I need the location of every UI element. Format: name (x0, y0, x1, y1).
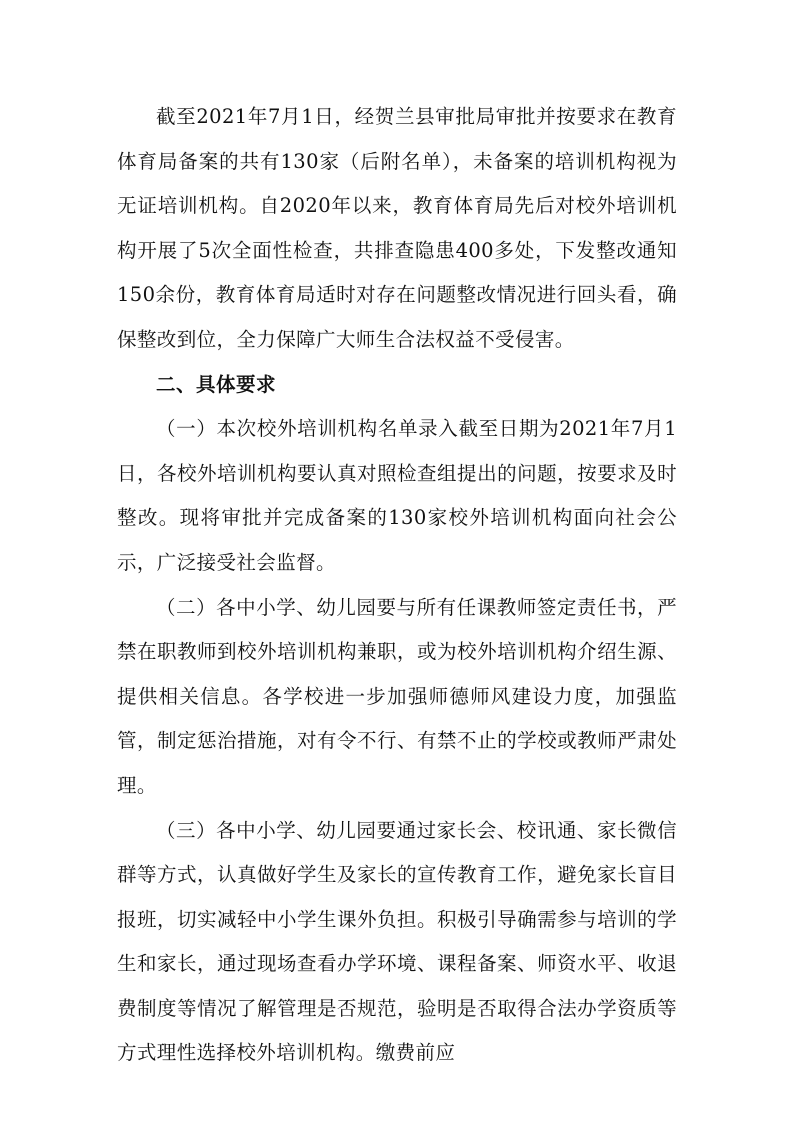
paragraph-requirement-2: （二）各中小学、幼儿园要与所有任课教师签定责任书，严禁在职教师到校外培训机构兼职，或为校外培训机构介绍生源、提供相关信息。各学校进一步加强师德师风建设力度，加强监管，制定惩治措施，对有令不行、有禁不止的学校或教师严肃处理。 (117, 595, 677, 797)
paragraph-registration-summary: 截至2021年7月1日，经贺兰县审批局审批并按要求在教育体育局备案的共有130家（后附名单），未备案的培训机构视为无证培训机构。自2020年以来，教育体育局先后对校外培训机构开展了5次全面性检查，共排查隐患400多处，下发整改通知150余份，教育体育局适时对存在问题整改情况进行回头看，确保整改到位，全力保障广大师生合法权益不受侵害。 (117, 105, 677, 351)
document-page (117, 95, 677, 1076)
section-heading-specific-requirements: 二、具体要求 (156, 372, 277, 396)
paragraph-requirement-3: （三）各中小学、幼儿园要通过家长会、校讯通、家长微信群等方式，认真做好学生及家长的宣传教育工作，避免家长盲目报班，切实减轻中小学生课外负担。积极引导确需参与培训的学生和家长，通过现场查看办学环境、课程备案、师资水平、收退费制度等情况了解管理是否规范，验明是否取得合法办学资质等方式理性选择校外培训机构。缴费前应 (117, 818, 677, 1065)
paragraph-requirement-1: （一）本次校外培训机构名单录入截至日期为2021年7月1日，各校外培训机构要认真对照检查组提出的问题，按要求及时整改。现将审批并完成备案的130家校外培训机构面向社会公示，广泛接受社会监督。 (117, 417, 677, 574)
